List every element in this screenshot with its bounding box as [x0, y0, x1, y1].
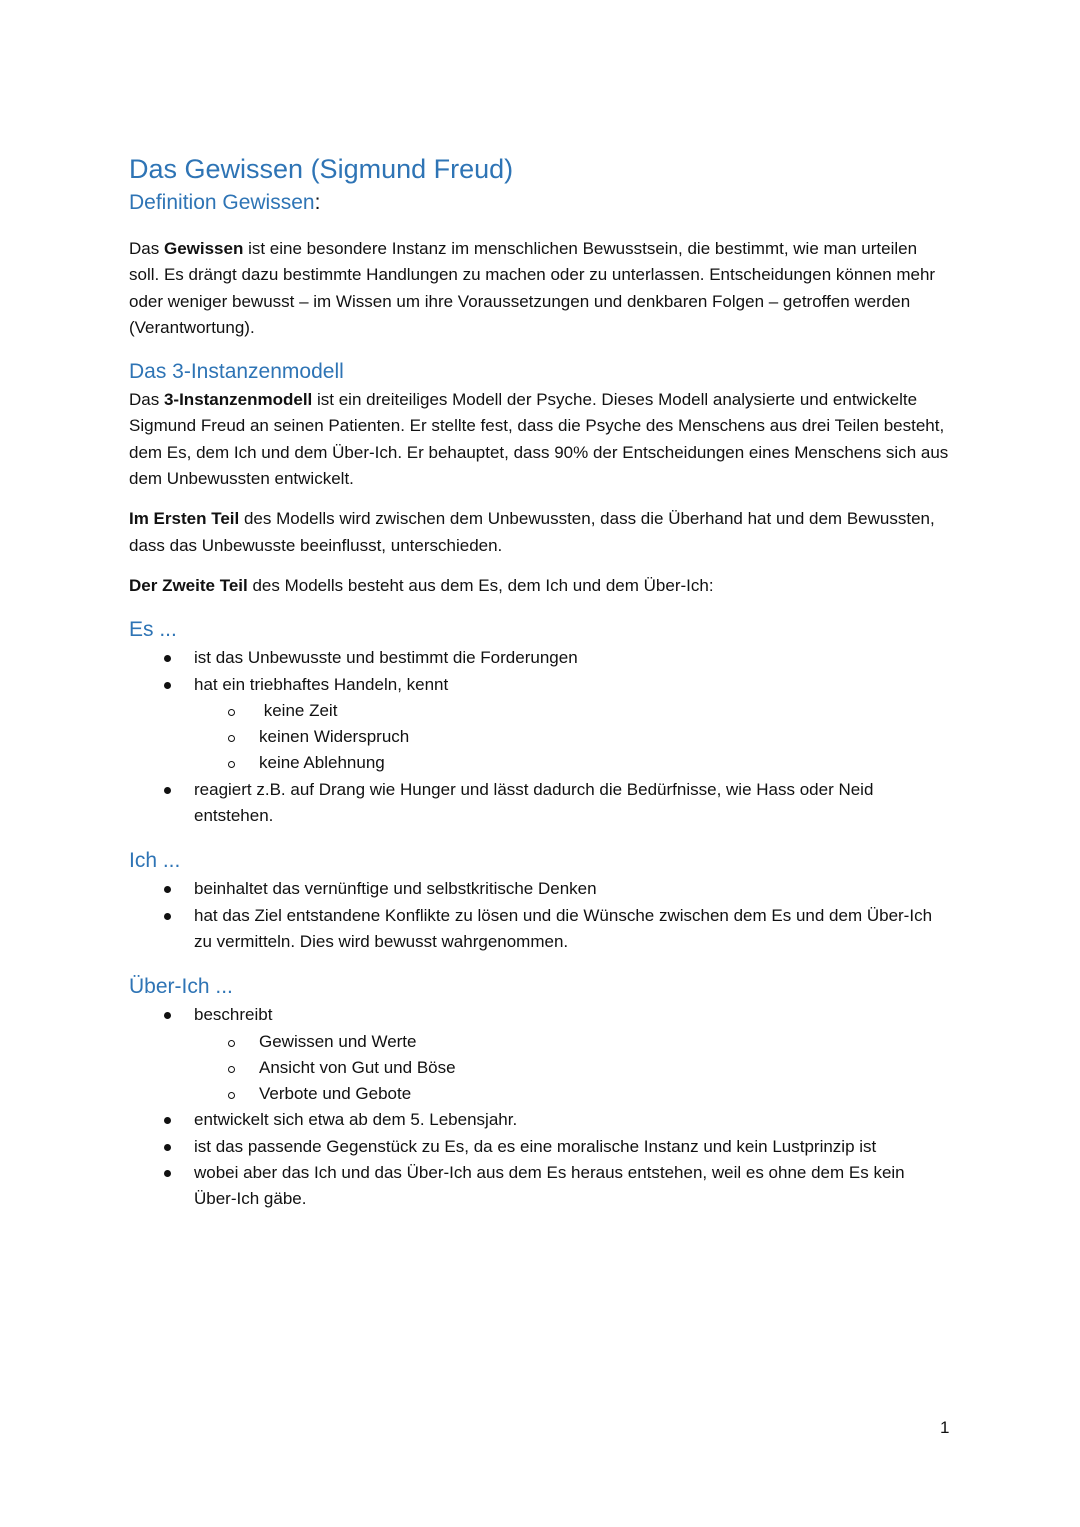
list-item-text: hat das Ziel entstandene Konflikte zu lösen und die Wünsche zwischen dem Es und dem Über-Ich zu vermitteln. Dies wird bewusst wahrgenommen.: [194, 905, 933, 951]
list-item-text: wobei aber das Ich und das Über-Ich aus dem Es heraus entstehen, weil es ohne dem Es kein Über-Ich gäbe.: [194, 1163, 905, 1209]
bullet-icon: [164, 1117, 171, 1124]
bullet-icon: [164, 655, 171, 662]
sub-list-item-text: keinen Widerspruch: [259, 727, 410, 747]
bullet-icon: [164, 913, 171, 920]
sub-list-item: [194, 750, 951, 776]
bullet-icon: [164, 682, 171, 689]
list-item: [129, 1160, 951, 1213]
model-p2-post: des Modells wird zwischen dem Unbewussten, dass die Überhand hat und dem Bewussten, dass das Unbewusste beeinflusst, unterschieden.: [129, 509, 935, 555]
model-paragraph-3: [129, 573, 951, 599]
list-item-text: beschreibt: [194, 1005, 273, 1025]
circle-bullet-icon: [228, 761, 235, 768]
ich-heading: Ich ...: [129, 849, 181, 873]
list-item: [129, 1002, 951, 1107]
model-paragraph-2: [129, 506, 951, 559]
list-item-text: hat ein triebhaftes Handeln, kennt: [194, 674, 449, 694]
ich-list: [129, 876, 951, 955]
sub-list-item: [194, 1081, 951, 1107]
list-item: [129, 1107, 951, 1133]
page-number: 1: [940, 1418, 950, 1437]
es-sublist: [194, 698, 951, 777]
list-item-text: reagiert z.B. auf Drang wie Hunger und lässt dadurch die Bedürfnisse, wie Hass oder Neid entstehen.: [194, 779, 874, 826]
sub-list-item: [194, 1029, 951, 1055]
definition-heading-text: Definition Gewissen: [129, 191, 315, 214]
bullet-icon: [164, 886, 171, 893]
list-item: [129, 876, 951, 902]
sub-list-item-text: Verbote und Gebote: [259, 1084, 412, 1104]
bullet-icon: [164, 1012, 171, 1019]
bullet-icon: [164, 1170, 171, 1177]
ueberich-list: [129, 1002, 951, 1212]
sub-list-item-text: Ansicht von Gut und Böse: [259, 1057, 456, 1077]
definition-paragraph: [129, 236, 951, 341]
es-list: [129, 645, 951, 829]
es-heading: Es ...: [129, 618, 177, 642]
model-p1-bold: 3-Instanzenmodell: [163, 390, 313, 410]
circle-bullet-icon: [228, 1040, 235, 1047]
definition-text-post: ist eine besondere Instanz im menschlichen Bewusstsein, die bestimmt, wie man urteilen soll. Es drängt dazu bestimmte Handlungen zu machen oder zu unterlassen. Entscheidungen können mehr oder weniger bewusst – im Wissen um ihre Voraussetzungen und denkbaren Folgen – getroffen werden (Verantwortung).: [129, 239, 936, 337]
circle-bullet-icon: [228, 1092, 235, 1099]
definition-heading: [129, 188, 951, 218]
model-p3-bold: Der Zweite Teil: [129, 575, 248, 595]
model-heading: Das 3-Instanzenmodell: [129, 360, 344, 384]
circle-bullet-icon: [228, 735, 235, 742]
model-p2-bold: Im Ersten Teil: [129, 509, 240, 529]
document-title: Das Gewissen (Sigmund Freud): [129, 154, 514, 184]
bullet-icon: [164, 787, 171, 794]
circle-bullet-icon: [228, 709, 235, 716]
sub-list-item-text: keine Ablehnung: [259, 753, 385, 773]
list-item-text: ist das passende Gegenstück zu Es, da es eine moralische Instanz und kein Lustprinzip ist: [194, 1136, 877, 1156]
page-content: [129, 150, 951, 1213]
list-item: [129, 672, 951, 777]
circle-bullet-icon: [228, 1066, 235, 1073]
ueberich-sublist: [194, 1029, 951, 1108]
bullet-icon: [164, 1144, 171, 1151]
ueberich-heading: Über-Ich ...: [129, 975, 233, 999]
definition-text-pre: Das: [129, 239, 164, 258]
sub-list-item: [194, 698, 951, 724]
model-p1-pre: Das: [129, 390, 164, 410]
definition-bold-term: Gewissen: [163, 239, 244, 258]
sub-list-item: [194, 1055, 951, 1081]
sub-list-item: [194, 724, 951, 750]
list-item: [129, 645, 951, 671]
sub-list-item-text: keine Zeit: [259, 700, 338, 720]
definition-heading-colon: :: [314, 191, 321, 214]
list-item-text: ist das Unbewusste und bestimmt die Forderungen: [194, 648, 578, 668]
model-paragraph-1: [129, 387, 951, 492]
list-item: [129, 903, 951, 956]
list-item: [129, 777, 951, 830]
model-p3-post: des Modells besteht aus dem Es, dem Ich und dem Über-Ich:: [247, 575, 714, 595]
list-item: [129, 1134, 951, 1160]
list-item-text: beinhaltet das vernünftige und selbstkritische Denken: [194, 879, 597, 899]
sub-list-item-text: Gewissen und Werte: [259, 1031, 417, 1051]
model-p1-post: ist ein dreiteiliges Modell der Psyche. Dieses Modell analysierte und entwickelte Sigmund Freud an seinen Patienten. Er stellte fest, dass die Psyche des Menschens aus drei Teilen besteht, dem Es, dem Ich und dem Über-Ich. Er behauptet, dass 90% der Entscheidungen eines Menschens sich aus dem Unbewussten entwickelt.: [129, 390, 949, 489]
list-item-text: entwickelt sich etwa ab dem 5. Lebensjahr.: [194, 1110, 518, 1130]
